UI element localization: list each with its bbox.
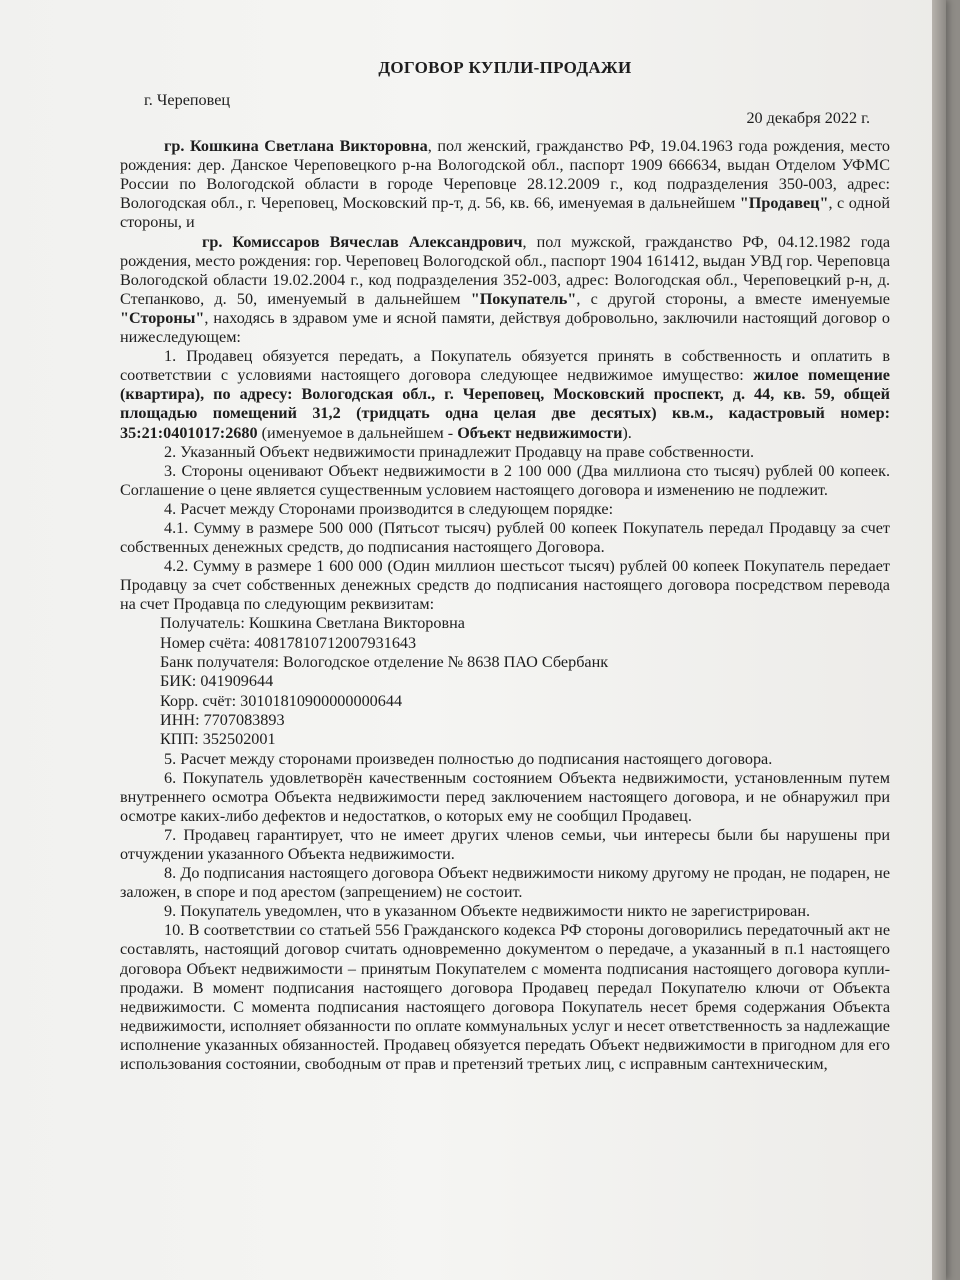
party-buyer: гр. Комиссаров Вячеслав Александрович, пол мужской, гражданство РФ, 04.12.1982 года рождения, место рождения: гор. Череповец Вологодской обл., паспорт 1904 161412, выдан УВД гор. Череповца Вологодской области 19.02.2004 г., код подразделения 352-003, адрес: Вологодская обл., Череповецкий р-н, д. Степанково, д. 50, именуемый в дальнейшем "Покупатель", с другой стороны, а вместе именуемые "Стороны", находясь в здравом уме и ясной памяти, действуя добровольно, заключили настоящий договор о нижеследующем: [120,232,890,347]
req-bank: Банк получателя: Вологодское отделение № 8638 ПАО Сбербанк [160,653,609,672]
clause-1: 1. Продавец обязуется передать, а Покупатель обязуется принять в собственность и оплатить в соответствии с условиями настоящего договора следующее недвижимое имущество: жилое помещение (квартира), по адресу: Вологодская обл., г. Череповец, Московский проспект, д. 44, кв. 59, общей площадью помещений 31,2 (тридцать одна целая две десятых) кв.м., кадастровый номер: 35:21:0401017:2680 (именуемое в дальнейшем - Объект недвижимости). [120,347,890,442]
clause-5: 5. Расчет между сторонами произведен полностью до подписания настоящего договора. [164,749,773,768]
document-title: ДОГОВОР КУПЛИ-ПРОДАЖИ [378,58,632,77]
city: г. Череповец [144,91,231,110]
parties-term: "Стороны" [120,308,205,327]
req-account: Номер счёта: 40817810712007931643 [160,633,417,652]
seller-role: "Продавец" [739,194,829,213]
clause-4-1: 4.1. Сумму в размере 500 000 (Пятьсот тысяч) рублей 00 копеек Покупатель передал Продавцу за счет собственных денежных средств, до подписания настоящего Договора. [120,518,890,557]
buyer-role: "Покупатель" [470,289,577,308]
page-edge-shadow [932,0,946,1280]
seller-name: гр. Кошкина Светлана Викторовна [164,137,428,156]
clause-6: 6. Покупатель удовлетворён качественным состоянием Объекта недвижимости, установленным путем внутреннего осмотра Объекта недвижимости перед заключением настоящего договора, и не обнаружил при осмотре каких-либо дефектов и недостатков, о которых ему не сообщил Продавец. [120,768,890,825]
req-inn: ИНН: 7707083893 [160,710,285,729]
payment-requisites [160,614,890,749]
clause-2: 2. Указанный Объект недвижимости принадлежит Продавцу на праве собственности. [164,442,755,461]
property-description: жилое помещение (квартира), по адресу: Вологодская обл., г. Череповец, Московский проспект, д. 44, кв. 59, общей площадью помещений 31,2 (тридцать одна целая две десятых) кв.м., кадастровый номер: 35:21:0401017:2680 [120,366,890,442]
clause-9: 9. Покупатель уведомлен, что в указанном Объекте недвижимости никто не зарегистрирован. [164,902,811,921]
city-date-line [120,91,890,137]
req-corr-account: Корр. счёт: 30101810900000000644 [160,691,403,710]
buyer-name: гр. Комиссаров Вячеслав Александрович [202,232,523,251]
clause-3: 3. Стороны оценивают Объект недвижимости в 2 100 000 (Два миллиона сто тысяч) рублей 00 копеек. Соглашение о цене является существенным условием настоящего договора и изменению не подлежит. [120,461,890,499]
contract-date: 20 декабря 2022 г. [746,109,870,128]
clause-10: 10. В соответствии со статьей 556 Гражданского кодекса РФ стороны договорились передаточный акт не составлять, настоящий договор считать одновременно документом о передаче, а указанный в п.1 настоящего договора Объект недвижимости – принятым Покупателем с момента подписания настоящего договора купли-продажи. В момент подписания настоящего договора Продавец передал Покупателю ключи от Объекта недвижимости. С момента подписания настоящего договора Покупатель несет бремя содержания Объекта недвижимости, исполняет обязанности по оплате коммунальных услуг и несет ответственность за надлежащие исполнение указанных обязанностей. Продавец обязуется передать Объект недвижимости в пригодном для его использования состоянии, свободным от прав и претензий третьих лиц, с исправным сантехническим, [120,921,890,1074]
clause-7: 7. Продавец гарантирует, что не имеет других членов семьи, чьи интересы были бы нарушены при отчуждении указанного Объекта недвижимости. [120,825,890,863]
req-recipient: Получатель: Кошкина Светлана Викторовна [160,614,465,633]
contract-text [120,58,890,1074]
clause-4: 4. Расчет между Сторонами производится в следующем порядке: [164,499,614,518]
req-bik: БИК: 041909644 [160,672,274,691]
clause-4-2: 4.2. Сумму в размере 1 600 000 (Один миллион шестьсот тысяч) рублей 00 копеек Покупатель передает Продавцу за счет собственных денежных средств до подписания настоящего договора посредством перевода на счет Продавца по следующим реквизитам: [120,557,890,614]
req-kpp: КПП: 352502001 [160,730,276,749]
clause-8: 8. До подписания настоящего договора Объект недвижимости никому другому не продан, не подарен, не заложен, в споре и под арестом (запрещением) не состоит. [120,864,890,902]
party-seller: гр. Кошкина Светлана Викторовна, пол женский, гражданство РФ, 19.04.1963 года рождения, место рождения: дер. Данское Череповецкого р-на Вологодской обл., паспорт 1909 666634, выдан Отделом УФМС России по Вологодской области в городе Череповце 28.12.2009 г., код подразделения 350-003, адрес: Вологодская обл., г. Череповец, Московский пр-т, д. 56, кв. 66, именуемая в дальнейшем "Продавец", с одной стороны, и [120,137,890,232]
property-term: Объект недвижимости [457,423,623,442]
